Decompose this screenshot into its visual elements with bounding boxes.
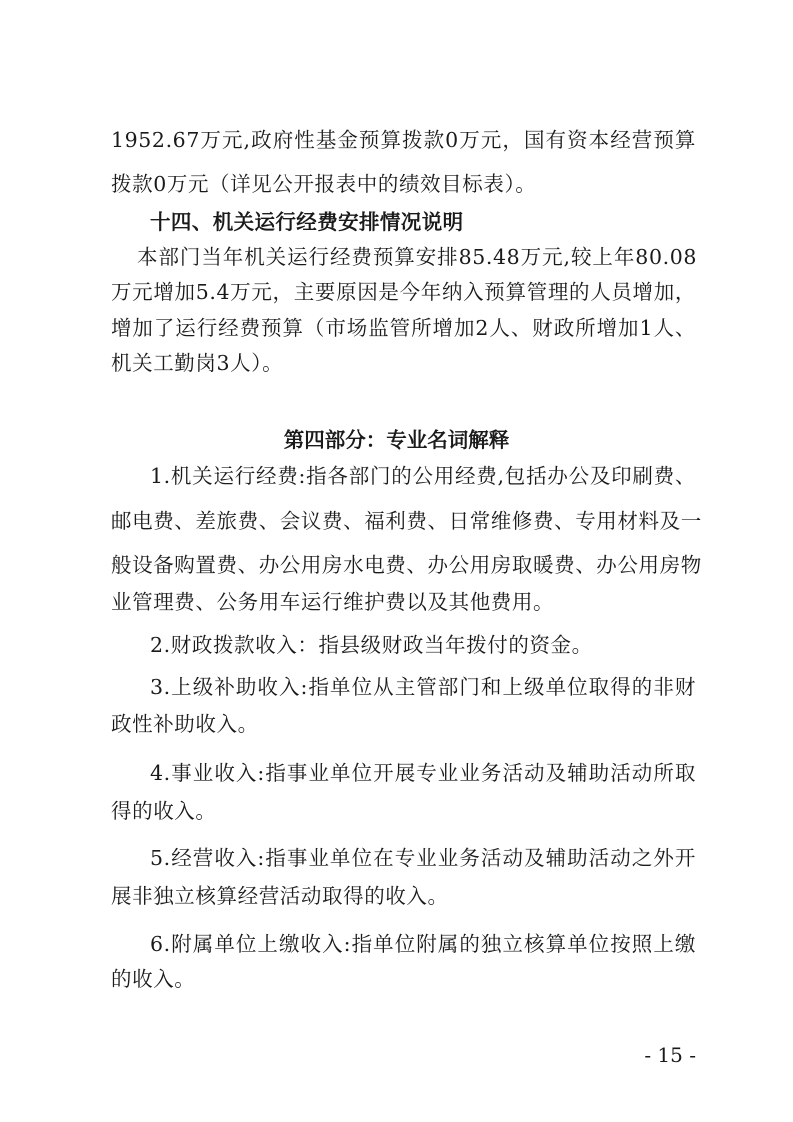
paragraph-line: 1.机关运行经费:指各部门的公用经费,包括办公及印刷费、 [150, 464, 696, 488]
paragraph-line: 4.事业收入:指事业单位开展专业业务活动及辅助活动所取 [150, 761, 696, 785]
paragraph-line: 邮电费、差旅费、会议费、福利费、日常维修费、专用材料及一 [111, 509, 702, 533]
paragraph-line: 5.经营收入:指事业单位在专业业务活动及辅助活动之外开 [150, 846, 696, 870]
paragraph-line: 本部门当年机关运行经费预算安排85.48万元,较上年80.08 [137, 245, 697, 269]
paragraph-line: 般设备购置费、办公用房水电费、办公用房取暖费、办公用房物 [111, 553, 702, 577]
paragraph-line: 得的收入。 [111, 799, 217, 823]
paragraph-line: 增加了运行经费预算（市场监管所增加2人、财政所增加1人、 [111, 316, 696, 340]
subsection-heading: 十四、机关运行经费安排情况说明 [150, 210, 464, 234]
paragraph-line: 2.财政拨款收入：指县级财政当年拨付的资金。 [150, 633, 593, 657]
paragraph-line: 展非独立核算经营活动取得的收入。 [111, 884, 449, 908]
paragraph-line: 政性补助收入。 [111, 712, 259, 736]
paragraph-line: 万元增加5.4万元，主要原因是今年纳入预算管理的人员增加， [111, 280, 696, 304]
paragraph-line: 机关工勤岗3人）。 [111, 351, 284, 375]
section-title: 第四部分：专业名词解释 [283, 428, 510, 452]
paragraph-line: 3.上级补助收入:指单位从主管部门和上级单位取得的非财 [150, 675, 696, 699]
page-number: - 15 - [644, 1043, 696, 1067]
paragraph-line: 6.附属单位上缴收入:指单位附属的独立核算单位按照上缴 [150, 932, 696, 956]
paragraph-line: 的收入。 [111, 967, 196, 991]
paragraph-line: 业管理费、公务用车运行维护费以及其他费用。 [111, 590, 555, 614]
paragraph-line: 1952.67万元,政府性基金预算拨款0万元，国有资本经营预算 [111, 128, 696, 152]
paragraph-line: 拨款0万元（详见公开报表中的绩效目标表）。 [111, 172, 537, 196]
